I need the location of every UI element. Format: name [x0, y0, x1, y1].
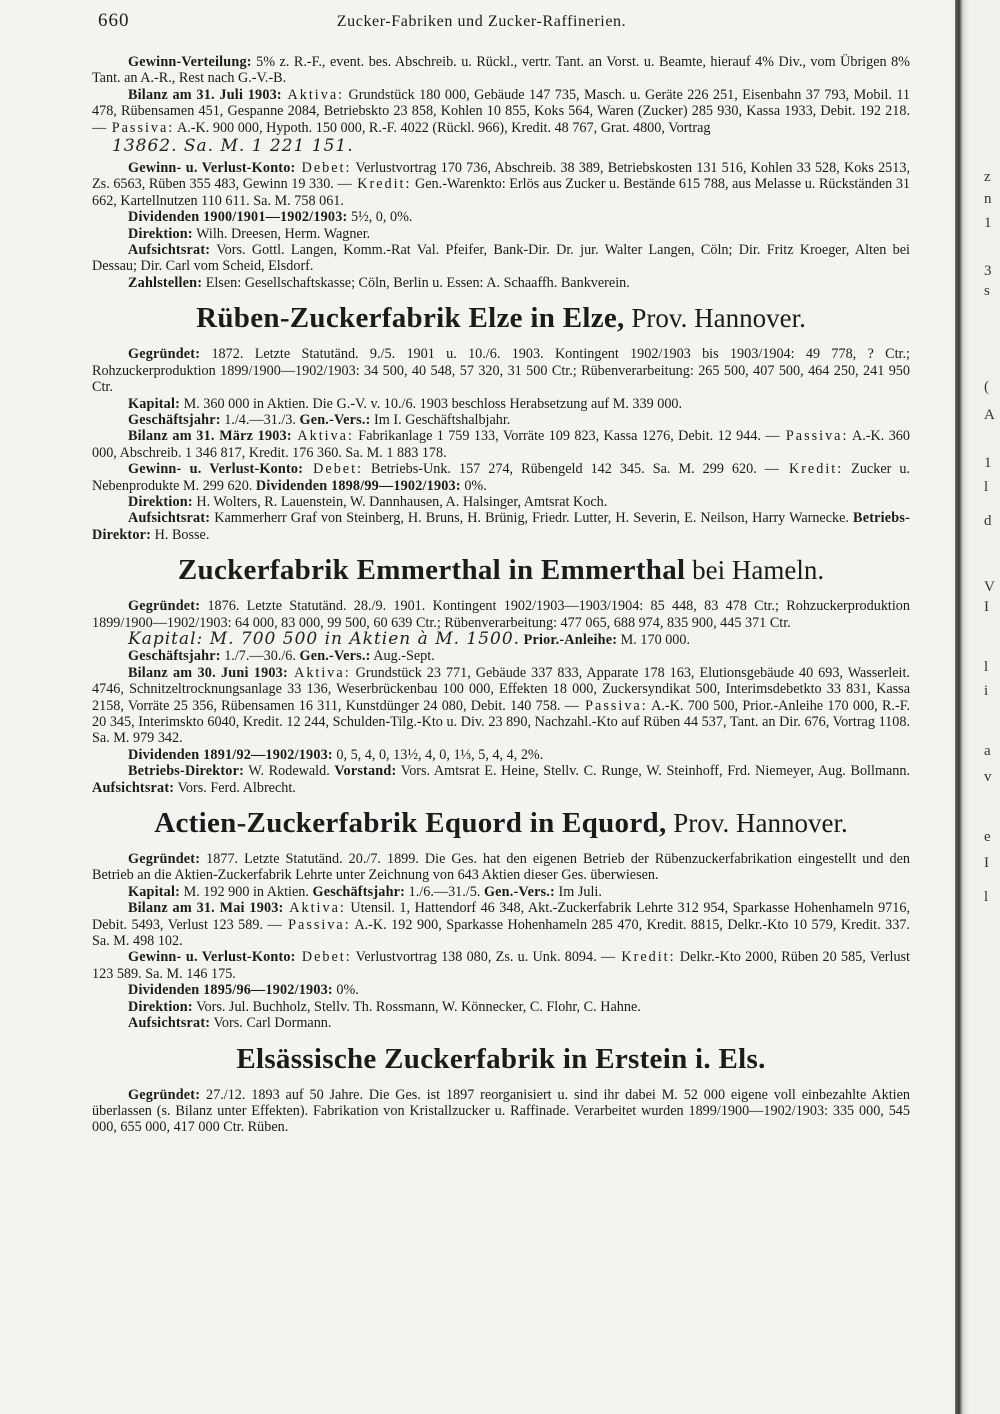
field-text: 27./12. 1893 auf 50 Jahre. Die Ges. ist 1897 reorganisiert u. sind ihr dabei M. 52 000 eigene voll einbezahlte Aktien überlassen (s. Bilanz unter Effekten). Fabrikation von Kristallzucker u. Raffinade. Verarbeitet wurden 1899/1900—1902/1903: 335 000, 545 000, 655 000, 417 000 Ctr. Rüben. [92, 1086, 910, 1136]
field-text: Verlustvortrag 170 736, Abschreib. 38 389, Betriebskosten 131 516, Kohlen 33 528, Koks 2513, Zs. 6563, Rüben 355 483, Gewinn 19 330. — [92, 160, 910, 193]
edge-char: s [984, 283, 990, 299]
edge-char: 3 [984, 263, 992, 279]
field-label: Gegründet: [128, 346, 201, 363]
entry-paragraph [92, 396, 910, 412]
account-side-label: Kredit: [351, 176, 412, 193]
entry-paragraph [92, 648, 910, 664]
field-label: Gegründet: [128, 598, 201, 615]
field-label: Betriebs-Direktor: [128, 763, 245, 780]
field-label: Gewinn-Verteilung: [128, 54, 252, 70]
edge-char: A [984, 407, 995, 423]
company-heading [92, 301, 910, 340]
edge-char: z [984, 169, 991, 185]
account-side-label: Debet: [295, 160, 352, 177]
field-text: Utensil. 1, Hattendorf 46 348, Akt.-Zuckerfabrik Lehrte 312 954, Sparkasse Hohenhameln 9716, Debit. 5493, Verlust 123 589. — [92, 900, 910, 933]
entry-paragraph [92, 275, 910, 291]
edge-char: l [984, 889, 989, 905]
company-name: Elsässische Zuckerfabrik in Erstein i. Els. [236, 1042, 766, 1075]
field-text: 0%. [332, 982, 359, 999]
edge-char: 1 [984, 455, 992, 471]
field-text: 1877. Letzte Statutänd. 20./7. 1899. Die Ges. hat den eigenen Betrieb der Rübenzuckerfabrikation eingestellt und den Betrieb an die Aktien-Zuckerfabrik Lehrte unter Zeichnung von 643 Aktien dieser Ges. überwiesen. [92, 851, 910, 884]
company-region: bei Hameln. [685, 555, 825, 586]
company-region: Prov. Hannover. [624, 303, 806, 334]
account-side-label: Passiva: [106, 119, 175, 136]
field-text: 1./7.—30./6. [220, 648, 300, 665]
field-label: Geschäftsjahr: [128, 648, 221, 665]
field-label: Aufsichtsrat: [92, 779, 175, 796]
field-label: Kapital: [128, 883, 181, 900]
field-text: A.-K. 192 900, Sparkasse Hohenhameln 285 470, Kredit. 8815, Delkr.-Kto 10 579, Kredit. 337. Sa. M. 498 102. [92, 916, 910, 950]
field-text: Gen.-Warenkto: Erlös aus Zucker u. Bestände 615 788, aus Melasse u. Rückständen 31 662, Kartellnutzen 110 611. Sa. M. 758 061. [92, 176, 911, 209]
company-name: Rüben-Zuckerfabrik Elze in Elze, [196, 302, 625, 335]
page-number: 660 [98, 10, 130, 31]
field-text: 0, 5, 4, 0, 13½, 4, 0, 1⅓, 5, 4, 4, 2%. [332, 746, 544, 763]
field-label: Bilanz am 31. Juli 1903: [128, 86, 282, 103]
edge-char: e [984, 829, 991, 845]
company-heading [92, 806, 910, 845]
account-side-label: Debet: [303, 461, 363, 478]
field-label: Betriebs-Direktor: [92, 510, 910, 543]
handwritten-correction: Kapital: M. 700 500 in Aktien à M. 1500. [128, 628, 521, 649]
entry-paragraph [92, 1087, 910, 1136]
account-side-label: Aktiva: [287, 664, 351, 681]
company-name: Zuckerfabrik Emmerthal in Emmerthal [177, 554, 686, 587]
field-label: Dividenden 1900/1901—1902/1903: [128, 209, 348, 226]
field-text: A.-K. 360 000, Abschreib. 1 346 817, Kredit. 176 360. Sa. M. 1 883 178. [92, 428, 910, 461]
entry-paragraph [92, 665, 910, 747]
field-text: M. 192 900 in Aktien. [180, 883, 313, 900]
entry-paragraph [92, 884, 910, 900]
field-text: M. 360 000 in Aktien. Die G.-V. v. 10./6. 1903 beschloss Herabsetzung auf M. 339 000. [180, 395, 683, 412]
field-label: Gegründet: [128, 1086, 201, 1103]
field-text: 1./6.—31./5. [405, 883, 484, 900]
field-text: A.-K. 700 500, Prior.-Anleihe 170 000, R.-F. 20 345, Interimskto 6040, Kredit. 12 244, Schulden-Tilg.-Kto u. Div. 23 890, Nachzahl.-Kto auf Rüben 44 537, Tant. an Dir. 676, Vortrag 1108. Sa. M. 979 342. [92, 697, 910, 747]
edge-char: n [984, 191, 992, 207]
field-text: W. Rodewald. [244, 763, 335, 780]
field-text: Vors. Carl Dormann. [210, 1015, 332, 1032]
field-text: 0%. [460, 477, 487, 494]
entry-paragraph [92, 1015, 910, 1031]
field-text: Grundstück 180 000, Gebäude 147 735, Masch. u. Geräte 226 251, Eisenbahn 37 793, Mobil. 11 478, Rübensamen 451, Gespanne 2084, Betriebskto 23 858, Kohlen 10 855, Koks 564, Waren (Zucker) 285 930, Kassa 1933, Debit. 192 218. — [92, 86, 911, 136]
field-text: Im Juli. [554, 883, 602, 900]
field-text: Kammerherr Graf von Steinberg, H. Bruns, H. Brünig, Friedr. Lutter, H. Severin, E. Neilson, Harry Warnecke. [210, 510, 854, 527]
field-label: Gegründet: [128, 851, 201, 868]
edge-char: a [984, 743, 991, 759]
edge-char: i [984, 683, 989, 699]
edge-char: l [984, 479, 989, 495]
field-text: Vors. Ferd. Albrecht. [174, 779, 296, 796]
edge-char: V [984, 579, 995, 595]
field-label: Vorstand: [334, 763, 397, 780]
field-label: Direktion: [128, 225, 193, 242]
entry-paragraph [92, 209, 910, 225]
field-text: Grundstück 23 771, Gebäude 337 833, Apparate 178 163, Elutionsgebäude 40 693, Wasserleit. 4746, Schnitzeltrocknungsanlage 33 136, Weserbrückenbau 100 000, Effekten 18 000, Zuckersyndikat 500, Interimsdebetkto 33 831, Kassa 2158, Vorräte 25 356, Rübensamen 16 311, Kunstdünger 24 080, Debit. 140 758. — [92, 664, 910, 714]
field-label: Prior.-Anleihe: [523, 631, 618, 648]
entry-paragraph [92, 412, 910, 428]
field-label: Gewinn- u. Verlust-Konto: [128, 160, 296, 177]
entry-paragraph [112, 138, 910, 158]
field-text: Im I. Geschäftshalbjahr. [370, 411, 511, 428]
field-text: Vors. Jul. Buchholz, Stellv. Th. Rossmann, W. Könnecker, C. Flohr, C. Hahne. [192, 998, 641, 1015]
edge-char: v [984, 769, 992, 785]
field-text: Wilh. Dreesen, Herm. Wagner. [192, 225, 371, 242]
entry-paragraph [92, 747, 910, 763]
entry-paragraph [92, 461, 910, 494]
edge-char: I [984, 855, 989, 871]
entry-paragraph [92, 982, 910, 998]
field-label: Gen.-Vers.: [299, 648, 371, 665]
edge-char: ( [984, 379, 989, 395]
entry-paragraph [92, 999, 910, 1015]
field-label: Gen.-Vers.: [483, 883, 555, 900]
account-side-label: Kredit: [778, 461, 844, 478]
field-text: Delkr.-Kto 2000, Rüben 20 585, Verlust 123 589. Sa. M. 146 175. [92, 949, 910, 982]
edge-char: 1 [984, 215, 992, 231]
account-side-label: Passiva: [578, 697, 648, 714]
field-label: Bilanz am 31. Mai 1903: [128, 900, 284, 917]
field-text: A.-K. 900 000, Hypoth. 150 000, R.-F. 4022 (Rückl. 966), Kredit. 48 767, Grat. 4800, Vortrag [174, 119, 711, 136]
entry-paragraph [92, 346, 910, 395]
entry-paragraph [92, 900, 910, 949]
field-label: Aufsichtsrat: [128, 242, 211, 259]
field-text: 1872. Letzte Statutänd. 9./5. 1901 u. 10./6. 1903. Kontingent 1902/1903 bis 1903/1904: 49 778, ? Ctr.; Rohzuckerproduktion 1899/1900—1902/1903: 34 500, 40 548, 57 320, 31 500 Ctr.; Rübenverarbeitung: 265 500, 407 500, 464 250, 241 950 Ctr. [92, 346, 910, 396]
field-label: Dividenden 1891/92—1902/1903: [128, 746, 333, 763]
field-text: 5½, 0, 0%. [347, 209, 413, 226]
field-text: Zucker u. Nebenprodukte M. 299 620. [92, 461, 910, 494]
running-title: Zucker-Fabriken und Zucker-Raffinerien. [336, 13, 627, 30]
company-heading [92, 1042, 910, 1081]
field-text: M. 170 000. [617, 631, 691, 648]
field-label: Aufsichtsrat: [128, 510, 211, 527]
field-text: H. Wolters, R. Lauenstein, W. Dannhausen, A. Halsinger, Amtsrat Koch. [192, 493, 608, 510]
edge-char: d [984, 513, 992, 529]
field-label: Dividenden 1895/96—1902/1903: [128, 982, 333, 999]
edge-char: l [984, 659, 989, 675]
account-side-label: Kredit: [615, 949, 676, 966]
account-side-label: Passiva: [281, 916, 351, 933]
account-side-label: Passiva: [779, 428, 849, 445]
field-label: Dividenden 1898/99—1902/1903: [255, 477, 461, 494]
field-text: Vors. Amtsrat E. Heine, Stellv. C. Runge, W. Steinhoff, Frd. Niemeyer, Aug. Bollmann. [396, 763, 911, 780]
account-side-label: Aktiva: [291, 428, 354, 445]
entry-paragraph [92, 510, 910, 543]
account-side-label: Aktiva: [281, 86, 345, 103]
entry-paragraph [92, 87, 910, 136]
entry-paragraph [92, 851, 910, 884]
field-label: Zahlstellen: [128, 274, 203, 291]
field-label: Bilanz am 30. Juni 1903: [128, 664, 288, 681]
account-side-label: Aktiva: [283, 900, 346, 917]
field-text: H. Bosse. [151, 526, 210, 543]
entry-paragraph [92, 160, 910, 209]
entry-paragraph [92, 494, 910, 510]
company-heading [92, 553, 910, 592]
field-text: Fabrikanlage 1 759 133, Vorräte 109 823, Kassa 1276, Debit. 12 944. — [353, 428, 780, 445]
field-label: Gewinn- u. Verlust-Konto: [128, 461, 304, 478]
edge-char: I [984, 599, 989, 615]
entry-paragraph [92, 226, 910, 242]
field-label: Aufsichtsrat: [128, 1015, 211, 1032]
field-text: Vors. Gottl. Langen, Komm.-Rat Val. Pfeifer, Bank-Dir. Dr. jur. Walter Langen, Cöln; Dir. Fritz Kroeger, Alten bei Dessau; Dir. Carl vom Scheid, Elsdorf. [92, 242, 910, 275]
field-label: Gewinn- u. Verlust-Konto: [128, 949, 296, 966]
field-label: Bilanz am 31. März 1903: [128, 428, 292, 445]
field-text: Betriebs-Unk. 157 274, Rübengeld 142 345. Sa. M. 299 620. — [362, 461, 779, 478]
running-head [98, 10, 865, 38]
field-label: Geschäftsjahr: [312, 883, 406, 900]
company-region: Prov. Hannover. [666, 808, 848, 839]
field-label: Kapital: [128, 395, 181, 412]
company-name: Actien-Zuckerfabrik Equord in Equord, [154, 807, 667, 840]
account-side-label: Debet: [295, 949, 352, 966]
page-content [92, 54, 910, 1136]
entry-paragraph [92, 949, 910, 982]
entry-paragraph [92, 54, 910, 87]
entry-paragraph [92, 598, 910, 631]
field-text: Verlustvortrag 138 080, Zs. u. Unk. 8094. — [351, 949, 616, 966]
field-label: Direktion: [128, 998, 193, 1015]
field-label: Direktion: [128, 493, 193, 510]
field-text: 5% z. R.-F., event. bes. Abschreib. u. Rückl., vertr. Tant. an Vorst. u. Beamte, hierauf 4% Div., vom Übrigen 8% Tant. an A.-R., Rest nach G.-V.-B. [92, 54, 910, 87]
field-label: Geschäftsjahr: [128, 411, 221, 428]
handwritten-total: 13862. Sa. M. 1 221 151. [112, 136, 354, 157]
field-text: 1876. Letzte Statutänd. 28./9. 1901. Kontingent 1902/1903—1903/1904: 85 448, 83 478 Ctr.; Rohzuckerproduktion 1899/1900—1902/1903: 64 000, 83 000, 99 500, 60 639 Ctr.; Rübenverarbeitung: 477 065, 688 974, 835 900, 445 371 Ctr. [92, 598, 910, 631]
binding-gutter [955, 0, 1000, 1414]
field-text: 1./4.—31./3. [220, 411, 300, 428]
field-label: Gen.-Vers.: [299, 411, 371, 428]
entry-paragraph [92, 242, 910, 275]
field-text: Elsen: Gesellschaftskasse; Cöln, Berlin u. Essen: A. Schaaffh. Bankverein. [202, 274, 630, 291]
entry-paragraph [92, 763, 910, 796]
entry-paragraph [92, 628, 910, 649]
field-text: Aug.-Sept. [370, 648, 435, 665]
entry-paragraph [92, 428, 910, 461]
